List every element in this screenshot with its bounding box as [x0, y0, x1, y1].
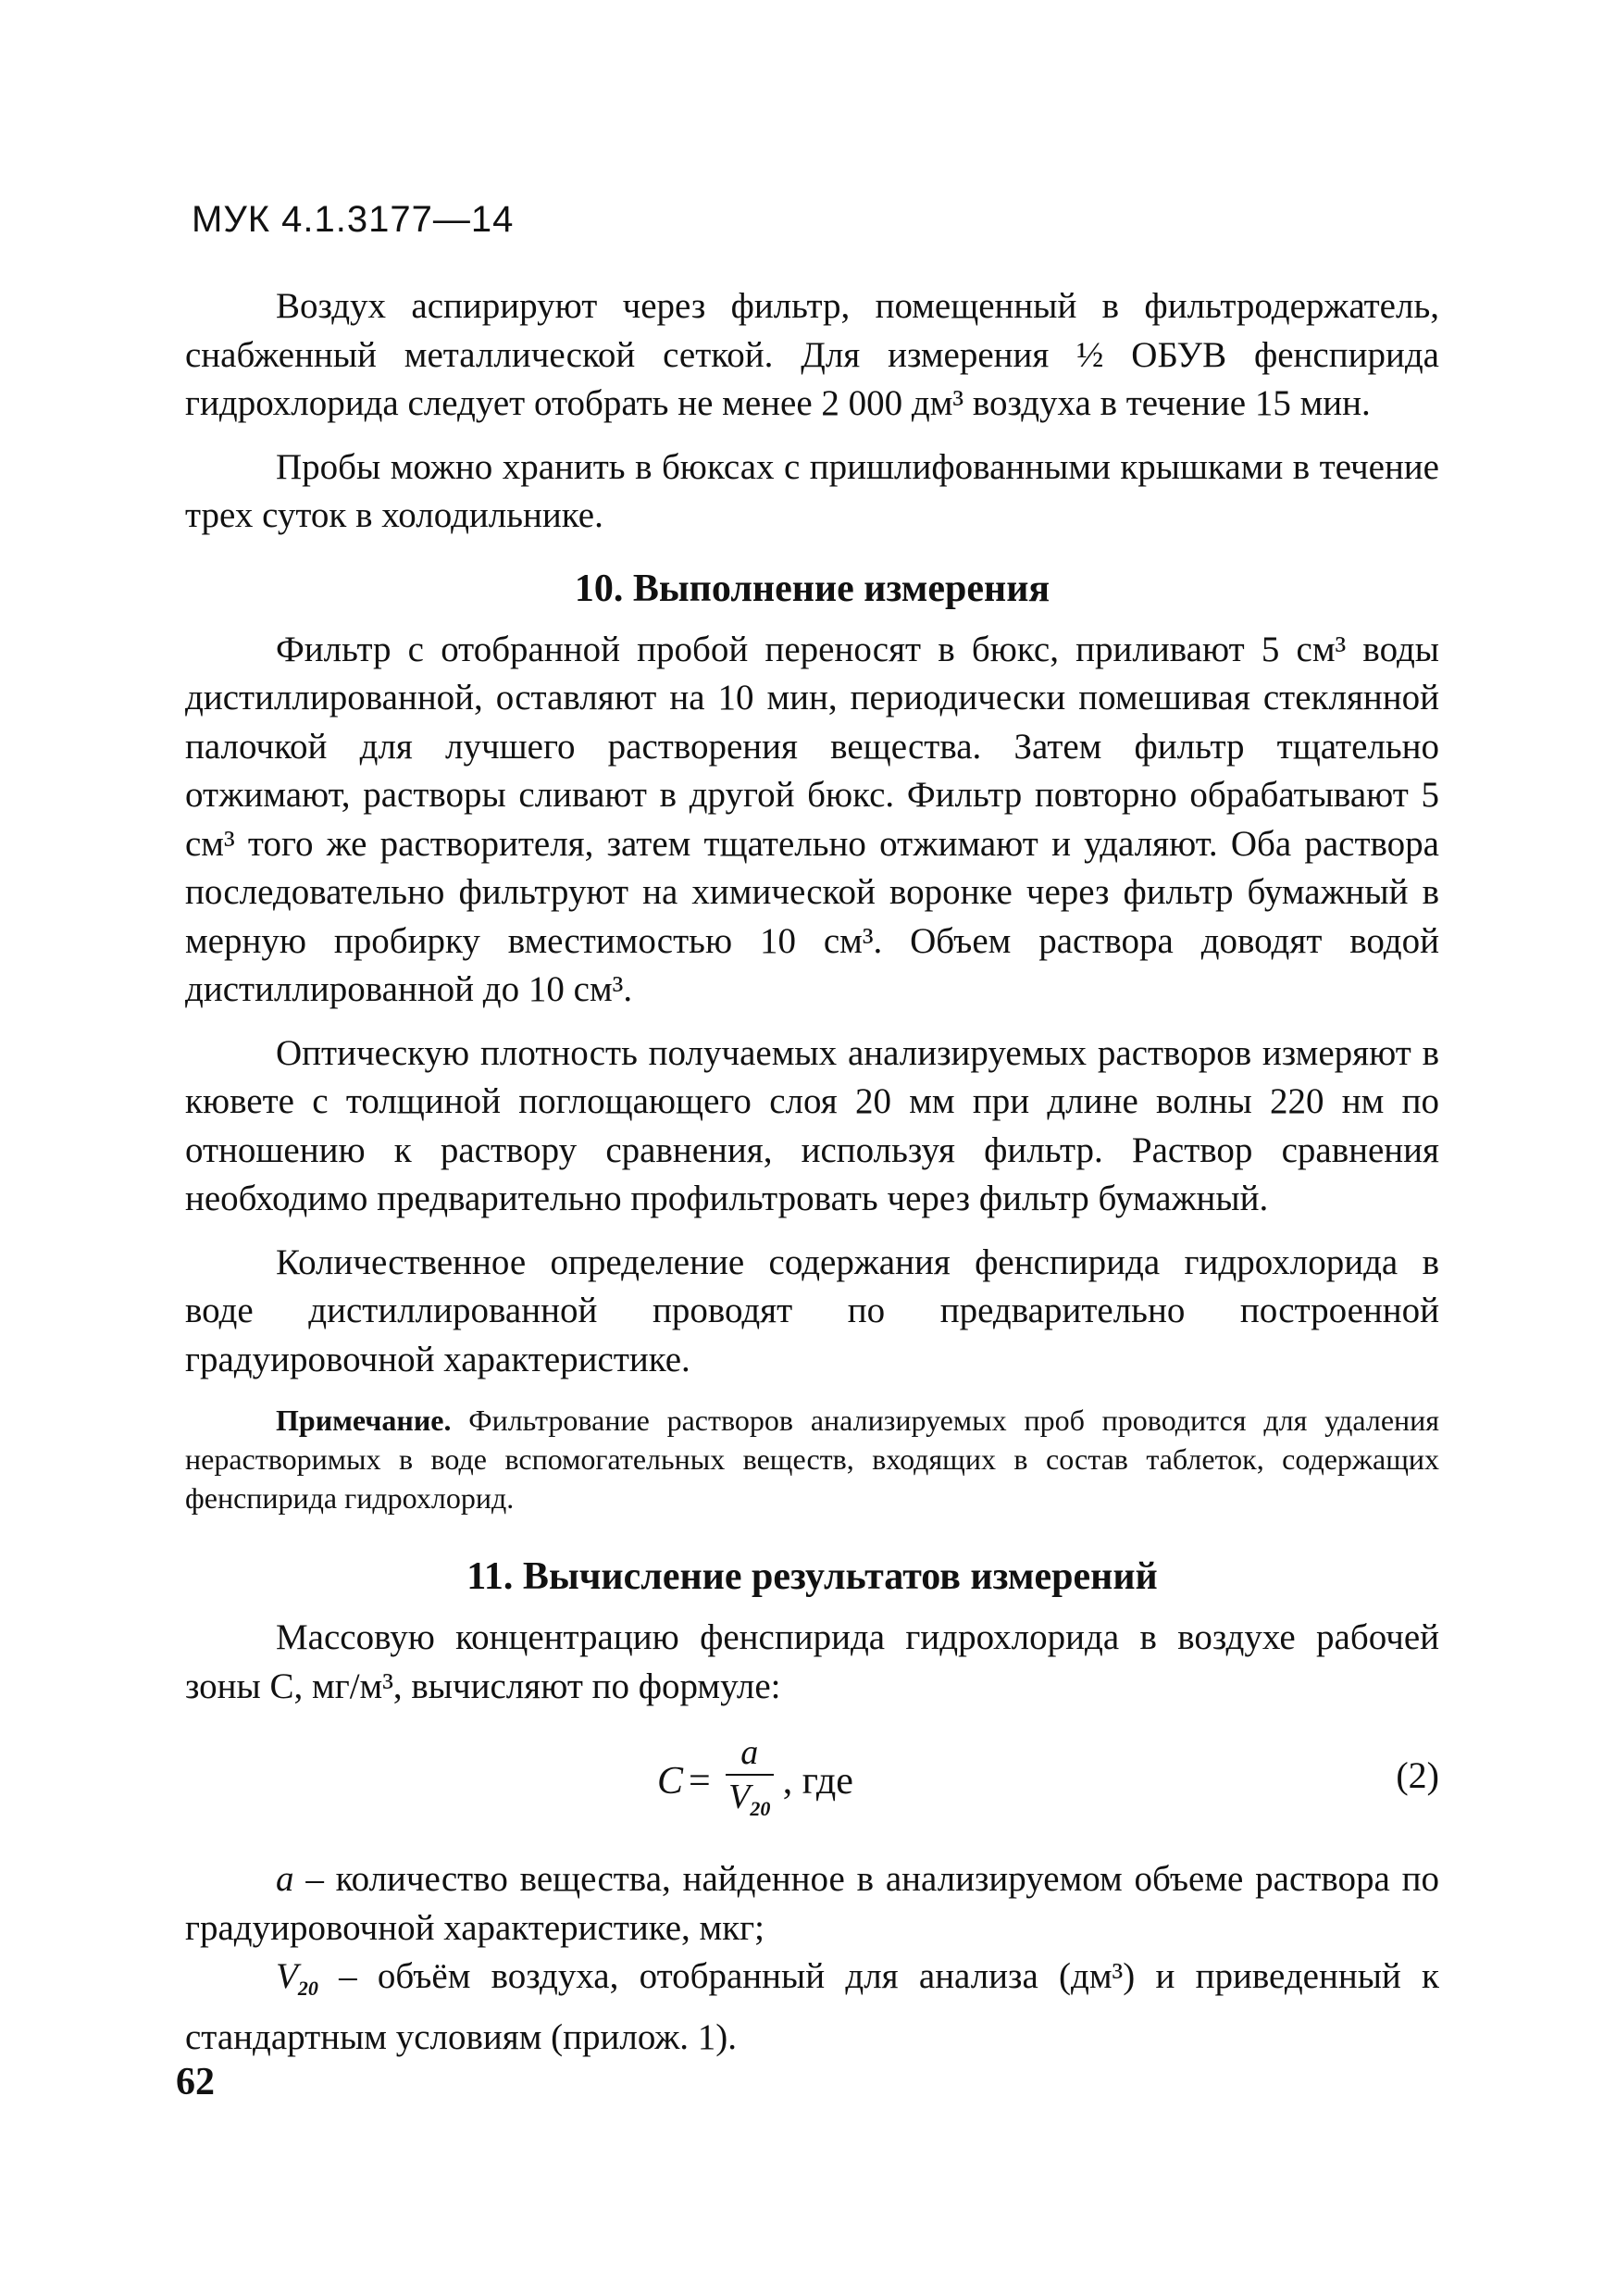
formula-fraction [726, 1731, 774, 1830]
definition-a-symbol: a [276, 1859, 294, 1899]
formula-block [185, 1722, 1439, 1841]
denominator-symbol: V [728, 1778, 751, 1816]
definition-a [185, 1855, 1439, 1953]
page-number: 62 [176, 2061, 215, 2103]
formula-equals: = [689, 1759, 711, 1803]
paragraph-calculation-intro: Массовую концентрацию фенспирида гидрохлорида в воздухе рабочей зоны С, мг/м³, вычисляют по формуле: [185, 1617, 1439, 1706]
formula-suffix: , где [782, 1759, 853, 1803]
section-11-heading: 11. Вычисление результатов измерений [466, 1555, 1158, 1598]
denominator-subscript: 20 [750, 1797, 771, 1820]
page-content [185, 282, 1439, 2062]
paragraph-sample-storage: Пробы можно хранить в бюксах с пришлифованными крышками в течение трех суток в холодильнике. [185, 446, 1439, 535]
paragraph-air-sampling: Воздух аспирируют через фильтр, помещенный в фильтродержатель, снабженный металлической сеткой. Для измерения ½ ОБУВ фенспирида гидрохлорида следует отобрать не менее 2 000 дм³ воздуха в течение 15 мин. [185, 286, 1439, 423]
paragraph-quantitative-determination: Количественное определение содержания фенспирида гидрохлорида в воде дистиллированной проводят по предварительно построенной градуировочной характеристике. [185, 1242, 1439, 1379]
definition-v-text: – объём воздуха, отобранный для анализа (дм³) и приведенный к стандартным условиям (прилож. 1). [185, 1956, 1439, 2057]
definition-v-subscript: 20 [297, 1977, 318, 2000]
formula-lhs: C [657, 1759, 684, 1803]
definition-v20 [185, 1953, 1439, 2062]
paragraph-filter-procedure: Фильтр с отобранной пробой переносят в бюкс, приливают 5 см³ воды дистиллированной, оставляют на 10 мин, периодически помешивая стеклянной палочкой для лучшего растворения вещества. Затем фильтр тщательно отжимают, растворы сливают в другой бюкс. Фильтр повторно обрабатывают 5 см³ того же растворителя, затем тщательно отжимают и удаляют. Оба раствора последовательно фильтруют на химической воронке через фильтр бумажный в мерную пробирку вместимостью 10 см³. Объем раствора доводят водой дистиллированной до 10 см³. [185, 629, 1439, 1009]
note-label: Примечание. [276, 1404, 452, 1437]
formula-equation [657, 1731, 853, 1830]
definition-a-text: – количество вещества, найденное в анализируемом объеме раствора по градуировочной характеристике, мкг; [185, 1859, 1439, 1948]
definition-v-symbol: V [276, 1956, 298, 1996]
paragraph-optical-density: Оптическую плотность получаемых анализируемых растворов измеряют в кювете с толщиной поглощающего слоя 20 мм при длине волны 220 нм по отношению к раствору сравнения, используя фильтр. Раствор сравнения необходимо предварительно профильтровать через фильтр бумажный. [185, 1032, 1439, 1218]
section-10-heading: 10. Выполнение измерения [574, 567, 1050, 610]
note-text: Фильтрование растворов анализируемых проб проводится для удаления нерастворимых в воде вспомогательных веществ, входящих в состав таблеток, содержащих фенспирида гидрохлорид. [185, 1404, 1440, 1515]
equation-number: (2) [1396, 1754, 1439, 1796]
formula-numerator: a [740, 1733, 759, 1772]
note-paragraph [185, 1401, 1439, 1517]
formula-denominator [728, 1776, 770, 1830]
document-code-header: МУК 4.1.3177—14 [192, 199, 515, 240]
